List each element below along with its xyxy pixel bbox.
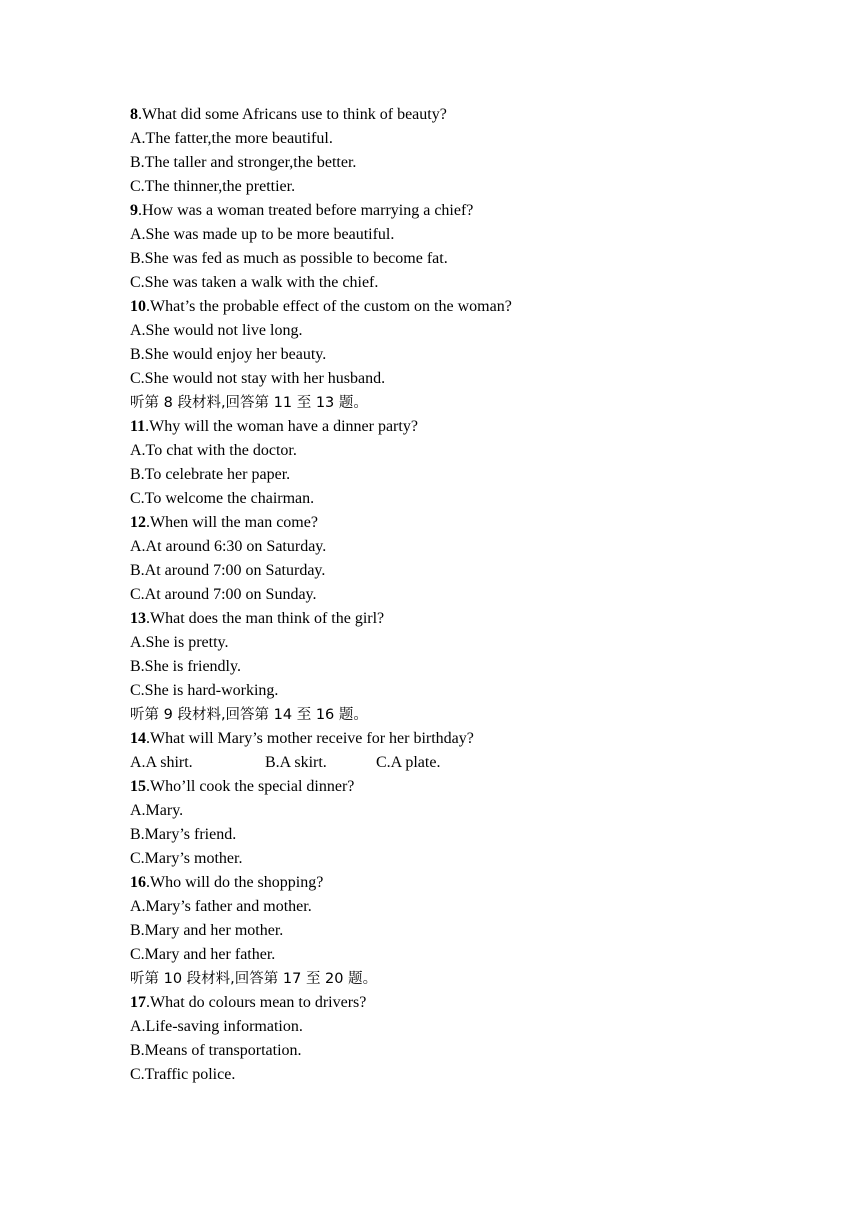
- question-number: 16: [130, 874, 146, 891]
- question-11: [130, 415, 770, 439]
- option-a: A.The fatter,the more beautiful.: [130, 130, 333, 147]
- option-a: A.Life-saving information.: [130, 1018, 303, 1035]
- question-16: [130, 871, 770, 895]
- question-12: [130, 511, 770, 535]
- option-a: A.Mary’s father and mother.: [130, 898, 312, 915]
- question-15: [130, 775, 770, 799]
- option-c: C.At around 7:00 on Sunday.: [130, 586, 317, 603]
- section-instruction-9: 听第 9 段材料,回答第 14 至 16 题。: [130, 707, 368, 723]
- question-text: .What did some Africans use to think of beauty?: [138, 106, 447, 123]
- option-c: C.Mary’s mother.: [130, 850, 243, 867]
- option-c: C.To welcome the chairman.: [130, 490, 315, 507]
- option-b: B.At around 7:00 on Saturday.: [130, 562, 326, 579]
- question-number: 10: [130, 298, 146, 315]
- option-c: C.She was taken a walk with the chief.: [130, 274, 379, 291]
- question-number: 14: [130, 730, 146, 747]
- option-b: B.A skirt.: [265, 754, 327, 771]
- section-instruction-10: 听第 10 段材料,回答第 17 至 20 题。: [130, 971, 378, 987]
- option-b: B.Means of transportation.: [130, 1042, 302, 1059]
- option-a: A.A shirt.: [130, 754, 193, 771]
- option-b: B.She was fed as much as possible to become fat.: [130, 250, 448, 267]
- question-text: .Why will the woman have a dinner party?: [145, 418, 418, 435]
- question-17: [130, 991, 770, 1015]
- question-number: 17: [130, 994, 146, 1011]
- question-number: 11: [130, 418, 146, 435]
- section-instruction-8: 听第 8 段材料,回答第 11 至 13 题。: [130, 395, 368, 411]
- question-number: 12: [130, 514, 146, 531]
- option-b: B.To celebrate her paper.: [130, 466, 291, 483]
- question-text: .Who will do the shopping?: [146, 874, 324, 891]
- option-c: C.She would not stay with her husband.: [130, 370, 386, 387]
- question-text: .What do colours mean to drivers?: [146, 994, 367, 1011]
- question-list: [130, 103, 770, 1087]
- option-b: B.Mary and her mother.: [130, 922, 284, 939]
- options-row: [130, 751, 770, 775]
- question-text: .What will Mary’s mother receive for her birthday?: [146, 730, 474, 747]
- question-text: .What does the man think of the girl?: [146, 610, 385, 627]
- question-8: [130, 103, 770, 127]
- question-text: .Who’ll cook the special dinner?: [146, 778, 355, 795]
- option-b: B.She would enjoy her beauty.: [130, 346, 327, 363]
- question-10: [130, 295, 770, 319]
- question-number: 13: [130, 610, 146, 627]
- option-a: A.Mary.: [130, 802, 184, 819]
- question-13: [130, 607, 770, 631]
- question-text: .How was a woman treated before marrying a chief?: [138, 202, 474, 219]
- question-number: 15: [130, 778, 146, 795]
- question-number: 9: [130, 202, 138, 219]
- option-a: A.She was made up to be more beautiful.: [130, 226, 395, 243]
- option-a: A.To chat with the doctor.: [130, 442, 297, 459]
- question-9: [130, 199, 770, 223]
- question-number: 8: [130, 106, 138, 123]
- option-c: C.A plate.: [376, 754, 441, 771]
- option-b: B.The taller and stronger,the better.: [130, 154, 357, 171]
- question-text: .What’s the probable effect of the custom on the woman?: [146, 298, 512, 315]
- option-a: A.She would not live long.: [130, 322, 303, 339]
- option-c: C.Traffic police.: [130, 1066, 236, 1083]
- question-text: .When will the man come?: [146, 514, 318, 531]
- option-a: A.At around 6:30 on Saturday.: [130, 538, 327, 555]
- option-c: C.Mary and her father.: [130, 946, 276, 963]
- option-b: B.Mary’s friend.: [130, 826, 237, 843]
- option-c: C.The thinner,the prettier.: [130, 178, 296, 195]
- question-14: [130, 727, 770, 751]
- option-c: C.She is hard-working.: [130, 682, 279, 699]
- option-b: B.She is friendly.: [130, 658, 241, 675]
- option-a: A.She is pretty.: [130, 634, 229, 651]
